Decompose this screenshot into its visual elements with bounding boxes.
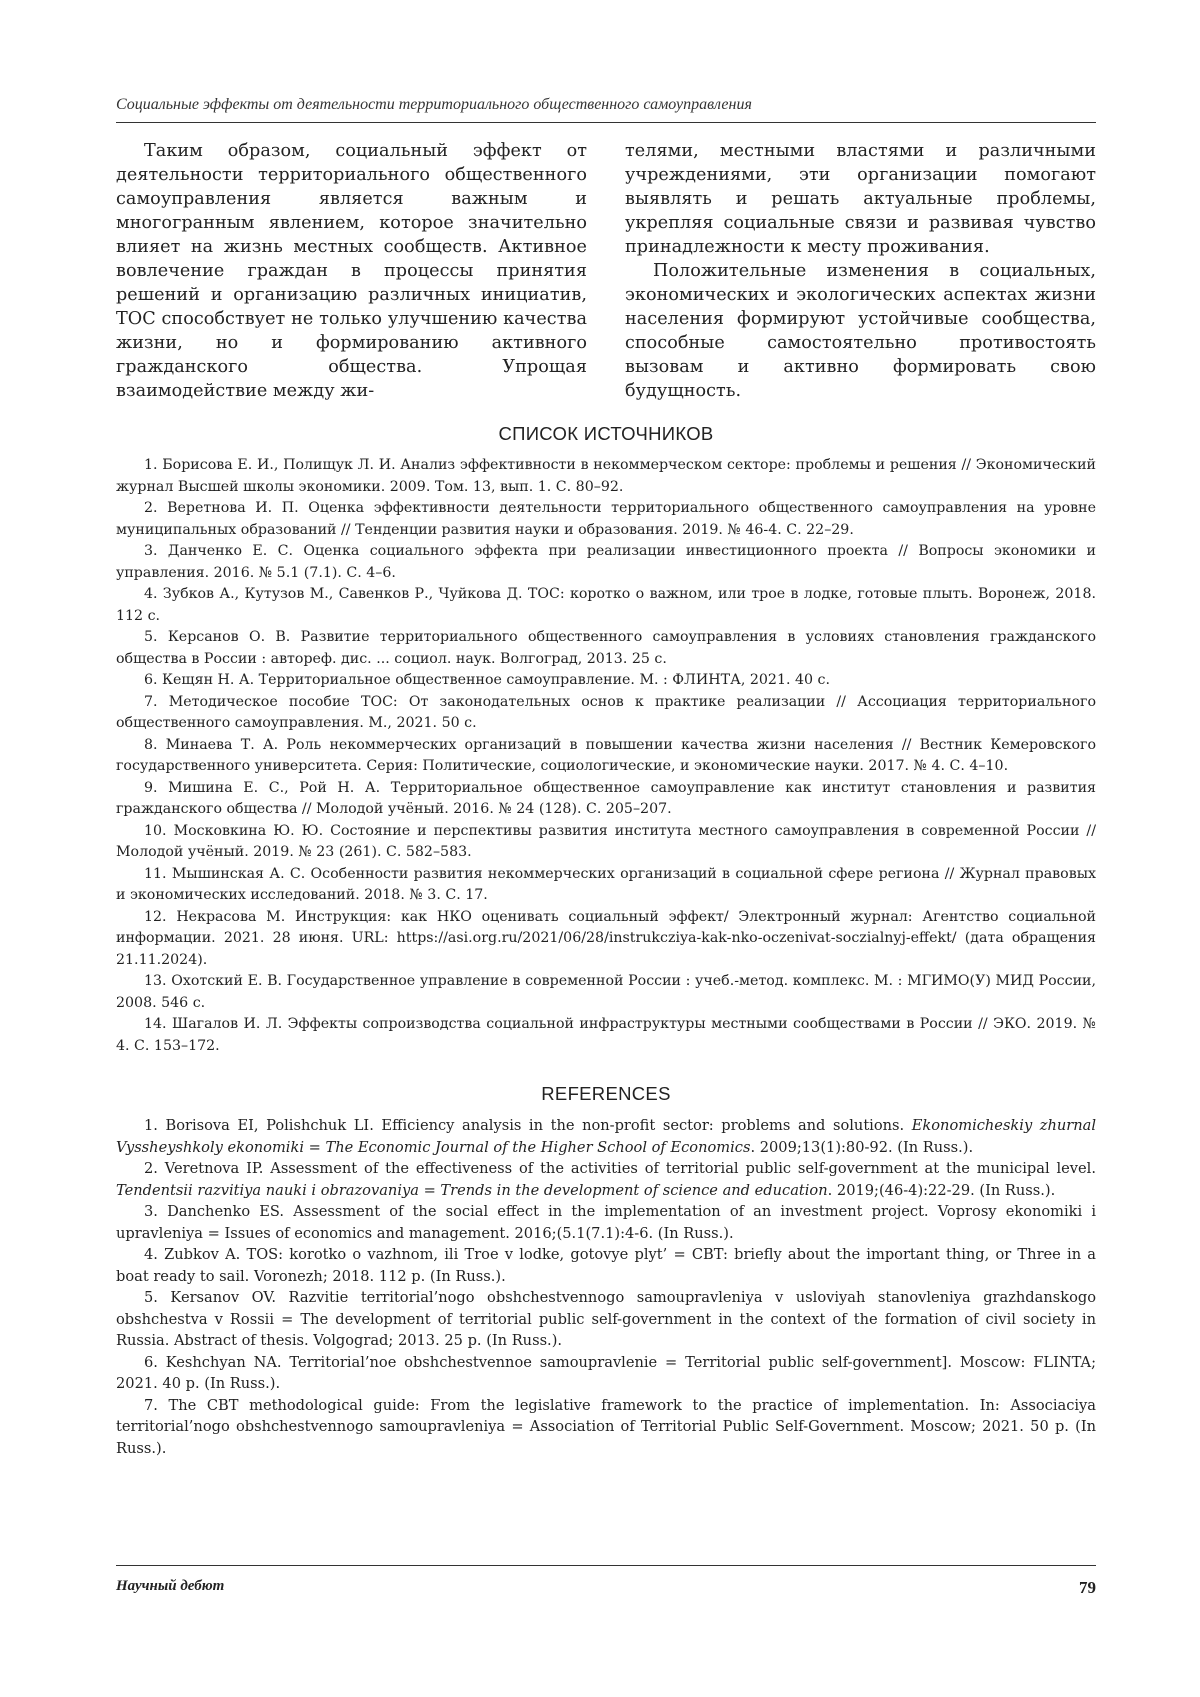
reference-item — [116, 1115, 1096, 1158]
source-item: 13. Охотский Е. В. Государственное управление в современной России : учеб.-метод. комплекс. М. : МГИМО(У) МИД России, 2008. 546 с. — [116, 973, 1096, 1011]
source-item: 14. Шагалов И. Л. Эффекты сопроизводства социальной инфраструктуры местными сообществами в России // ЭКО. 2019. № 4. С. 153–172. — [116, 1016, 1096, 1054]
reference-item — [116, 1352, 1096, 1395]
source-item: 8. Минаева Т. А. Роль некоммерческих организаций в повышении качества жизни населения // Вестник Кемеровского государственного университета. Серия: Политические, социологические, и экономические науки. 2017. № 4. С. 4–10. — [116, 736, 1096, 774]
source-item: 11. Мышинская А. С. Особенности развития некоммерческих организаций в социальной сфере региона // Журнал правовых и экономических исследований. 2018. № 3. С. 17. — [116, 865, 1096, 903]
sources-title: СПИСОК ИСТОЧНИКОВ — [498, 423, 714, 444]
page-number: 79 — [1079, 1578, 1096, 1597]
source-item: 10. Московкина Ю. Ю. Состояние и перспективы развития института местного самоуправления в современной России // Молодой учёный. 2019. № 23 (261). С. 582–583. — [116, 822, 1096, 860]
reference-item — [116, 1244, 1096, 1287]
source-item: 12. Некрасова М. Инструкция: как НКО оценивать социальный эффект/ Электронный журнал: Агентство социальной информации. 2021. 28 июня. URL: https://asi.org.ru/2021/06/28/instrukcziya-kak-nko-oczenivat-soczialnyj-effekt/ (дата обращения 21.11.2024). — [116, 908, 1096, 968]
source-item: 7. Методическое пособие ТОС: От законодательных основ к практике реализации // Ассоциация территориального общественного самоуправления. М., 2021. 50 с. — [116, 693, 1096, 731]
paragraph: телями, местными властями и различными учреждениями, эти организации помогают выявлять и решать актуальные проблемы, укрепляя социальные связи и развивая чувство принадлежности к месту проживания. — [625, 141, 1096, 257]
page — [116, 96, 1096, 1459]
reference-text: 7. The CBT methodological guide: From the legislative framework to the practice of implementation. In: Associaciya territorial’nogo obshchestvennogo samoupravleniya = Association of Territorial Public Self-Government. Moscow; 2021. 50 p. (In Russ.). — [116, 1396, 1096, 1457]
source-item: 9. Мишина Е. С., Рой Н. А. Территориальное общественное самоуправление как институт становления и развития гражданского общества // Молодой учёный. 2016. № 24 (128). С. 205–207. — [116, 779, 1096, 817]
reference-source-title: Tendentsii razvitiya nauki i obrazovaniya = Trends in the development of science and education — [116, 1181, 828, 1199]
running-title: Социальные эффекты от деятельности территориального общественного самоуправления — [116, 96, 1096, 123]
source-item: 5. Керсанов О. В. Развитие территориального общественного самоуправления в условиях становления гражданского общества в России : автореф. дис. ... социол. наук. Волгоград, 2013. 25 с. — [116, 629, 1096, 667]
body-columns — [116, 139, 1096, 403]
left-column — [116, 139, 587, 403]
paragraph: Таким образом, социальный эффект от деятельности территориального общественного самоуправления является важным и многогранным явлением, которое значительно влияет на жизнь местных сообществ. Активное вовлечение граждан в процессы принятия решений и организацию различных инициатив, ТОС способствует не только улучшению качества жизни, но и формированию активного гражданского общества. Упрощая взаимодействие между жи- — [116, 141, 587, 401]
right-column — [625, 139, 1096, 403]
reference-item — [116, 1158, 1096, 1201]
source-item: 2. Веретнова И. П. Оценка эффективности деятельности территориального общественного самоуправления на уровне муниципальных образований // Тенденции развития науки и образования. 2019. № 46-4. С. 22–29. — [116, 500, 1096, 538]
references-title: REFERENCES — [541, 1083, 671, 1104]
source-item: 6. Кещян Н. А. Территориальное общественное самоуправление. М. : ФЛИНТА, 2021. 40 с. — [144, 672, 831, 688]
reference-source-title: Ekonomicheskiy zhurnal Vyssheyshkoly ekonomiki = The Economic Journal of the Higher School of Economics — [116, 1117, 1097, 1156]
reference-item — [116, 1201, 1096, 1244]
reference-item — [116, 1287, 1096, 1352]
reference-text: 2. Veretnova IP. Assessment of the effectiveness of the activities of territorial public self-government at the municipal level. — [144, 1160, 1096, 1177]
source-item: 4. Зубков А., Кутузов М., Савенков Р., Чуйкова Д. ТОС: коротко о важном, или трое в лодке, готовые плыть. Воронеж, 2018. 112 с. — [116, 586, 1096, 624]
reference-details: . 2019;(46-4):22-29. (In Russ.). — [827, 1181, 1056, 1199]
journal-name: Научный дебют — [116, 1578, 225, 1594]
reference-text: 1. Borisova EI, Polishchuk LI. Efficiency analysis in the non-profit sector: problems and solutions. — [144, 1117, 912, 1134]
reference-text: 4. Zubkov A. TOS: korotko o vazhnom, ili Troe v lodke, gotovye plyt’ = CBT: briefly about the important thing, or Three in a boat ready to sail. Voronezh; 2018. 112 p. (In Russ.). — [116, 1246, 1096, 1285]
source-item: 3. Данченко Е. С. Оценка социального эффекта при реализации инвестиционного проекта // Вопросы экономики и управления. 2016. № 5.1 (7.1). С. 4–6. — [116, 543, 1096, 581]
reference-details: . 2009;13(1):80-92. (In Russ.). — [750, 1138, 974, 1156]
reference-text: 3. Danchenko ES. Assessment of the social effect in the implementation of an investment project. Voprosy ekonomiki i upravleniya = Issues of economics and management. 2016;(5.1(7.1):4-6. (In Russ.). — [116, 1203, 1096, 1242]
source-item: 1. Борисова Е. И., Полищук Л. И. Анализ эффективности в некоммерческом секторе: проблемы и решения // Экономический журнал Высшей школы экономики. 2009. Том. 13, вып. 1. С. 80–92. — [116, 457, 1096, 495]
reference-text: 6. Keshchyan NA. Territorial’noe obshchestvennoe samoupravlenie = Territorial public self-government]. Moscow: FLINTA; 2021. 40 p. (In Russ.). — [116, 1353, 1096, 1392]
sources-list — [116, 455, 1096, 1057]
references-list — [116, 1115, 1096, 1459]
paragraph: Положительные изменения в социальных, экономических и экологических аспектах жизни населения формируют устойчивые сообщества, способные самостоятельно противостоять вызовам и активно формировать свою будущность. — [625, 261, 1096, 401]
reference-text: 5. Kersanov OV. Razvitie territorial’nogo obshchestvennogo samoupravleniya v usloviyah stanovleniya grazhdanskogo obshchestva v Rossii = The development of territorial public self-government in the context of the formation of civil society in Russia. Abstract of thesis. Volgograd; 2013. 25 p. (In Russ.). — [116, 1289, 1096, 1349]
reference-item — [116, 1395, 1096, 1460]
page-footer — [116, 1565, 1096, 1598]
